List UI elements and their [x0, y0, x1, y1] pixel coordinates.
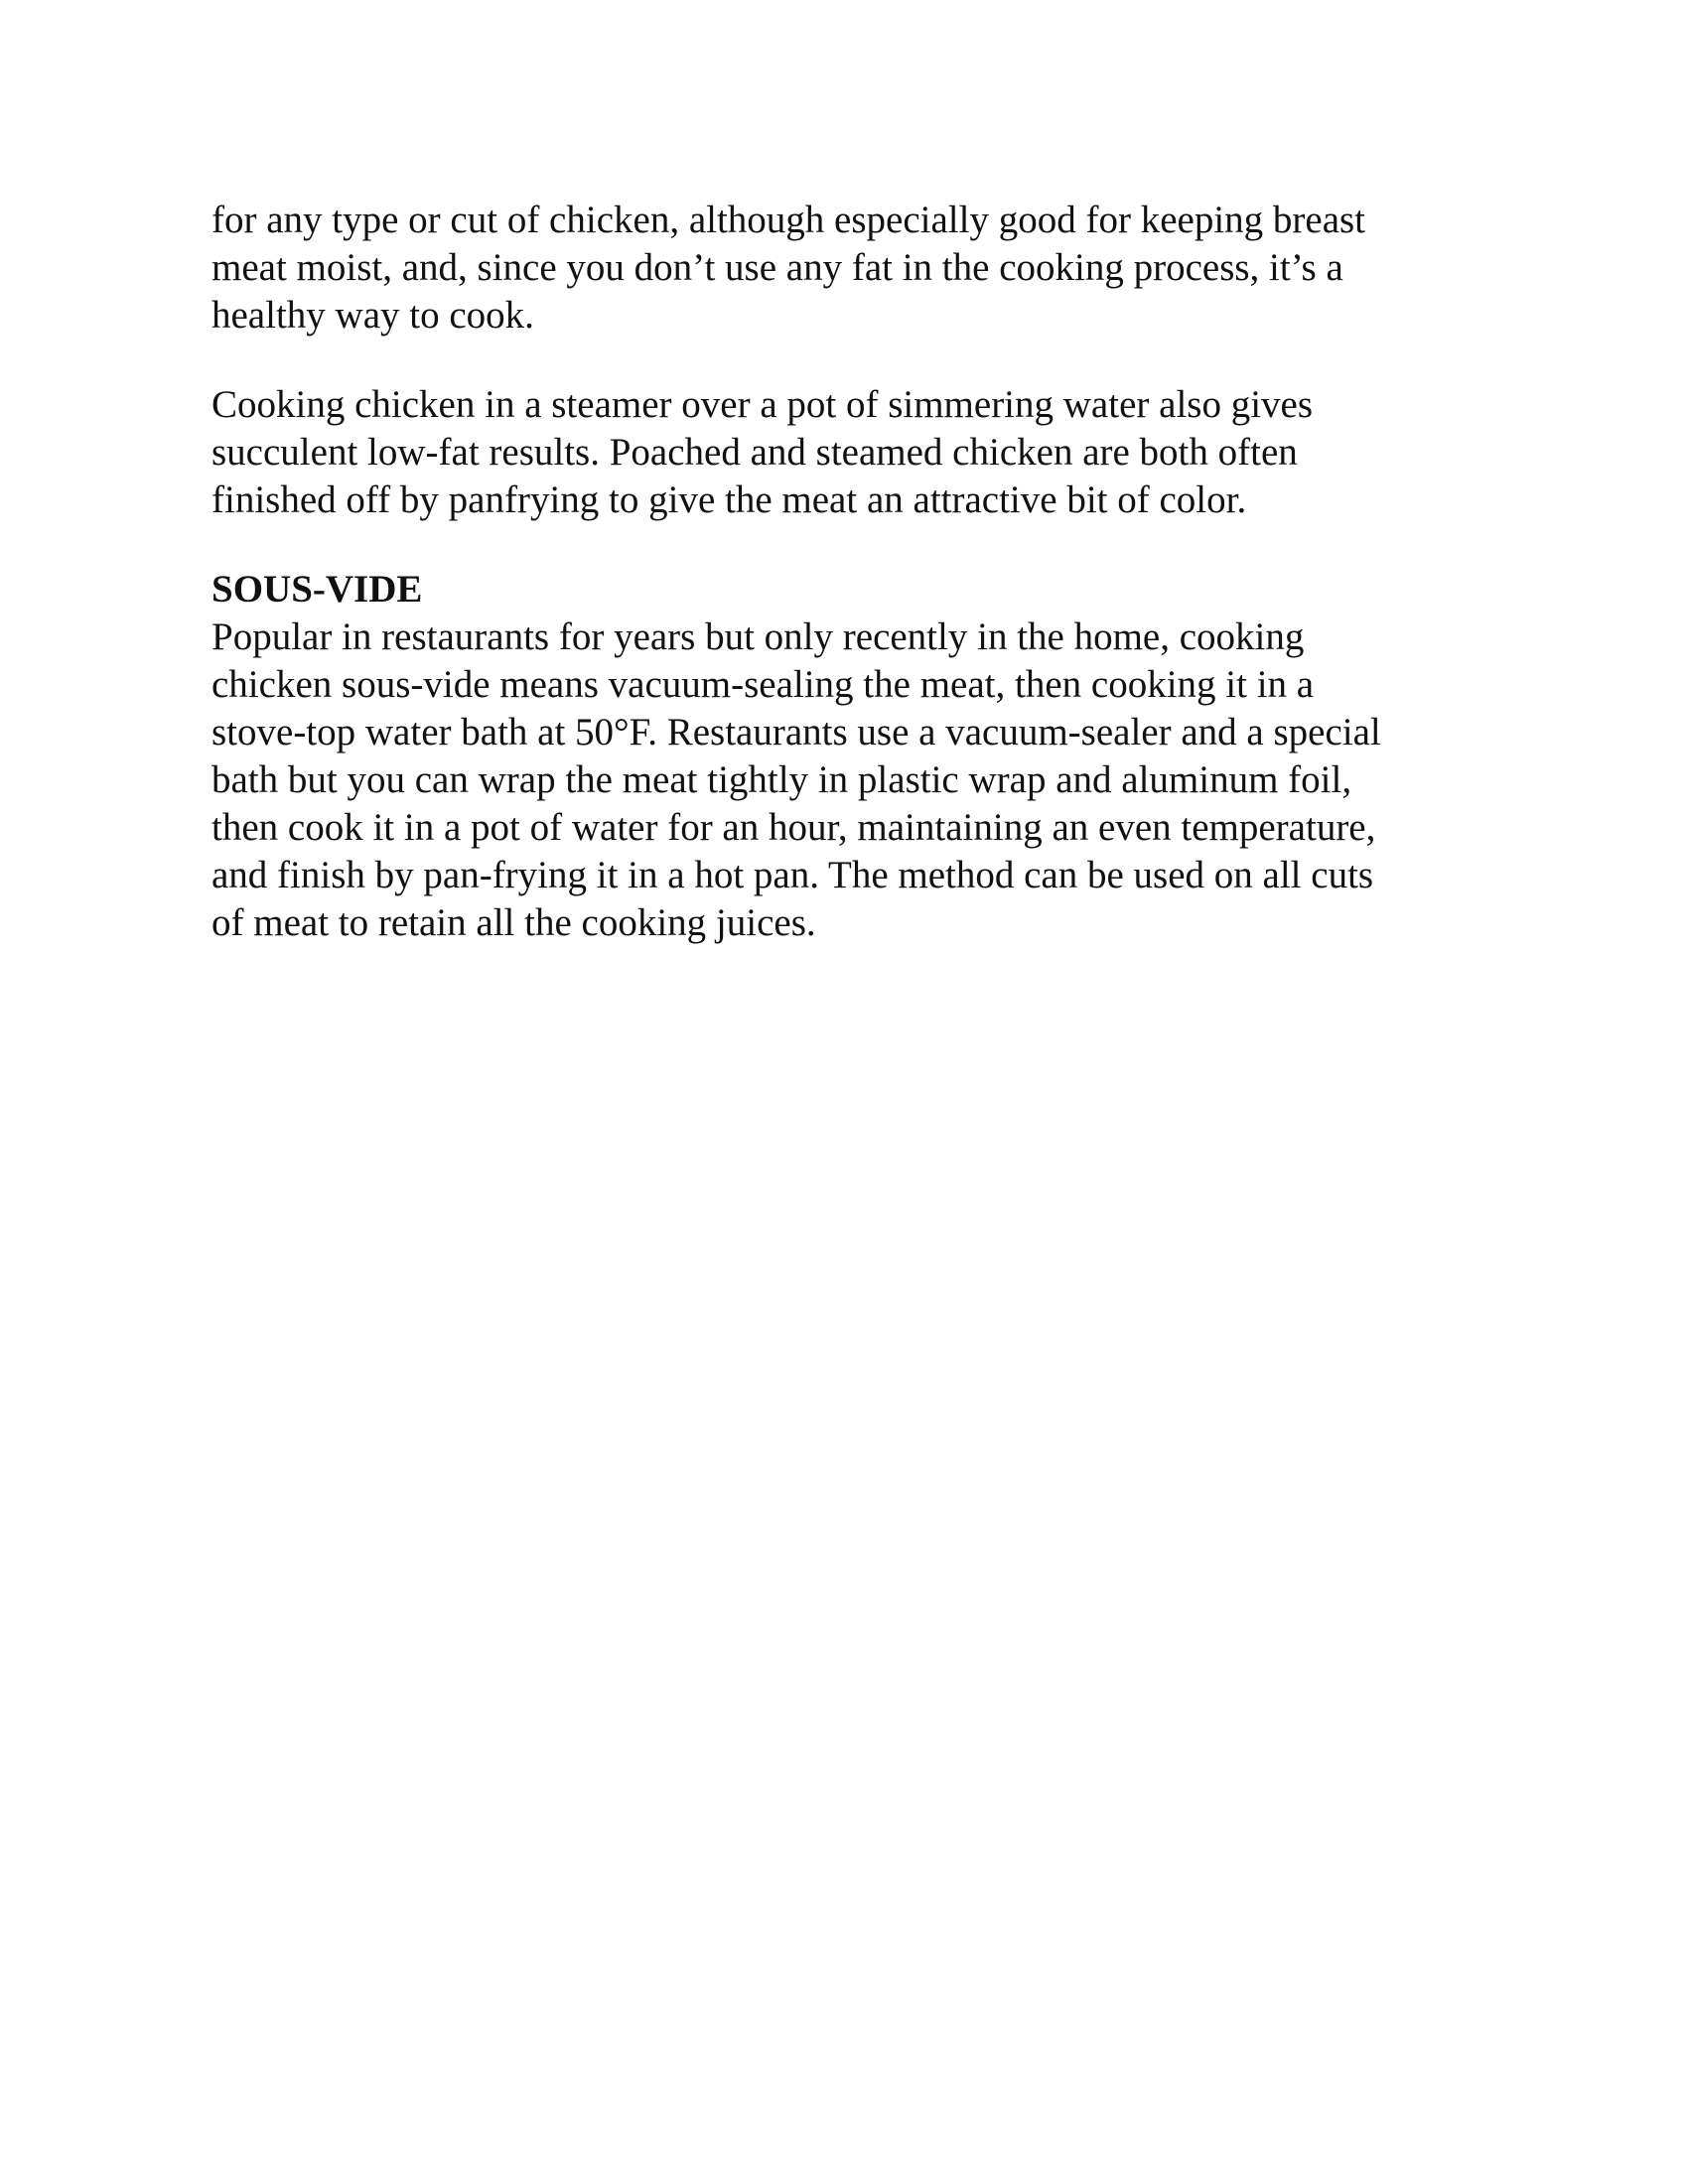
- section-heading-sous-vide: SOUS-VIDE: [211, 568, 423, 611]
- text-line: then cook it in a pot of water for an hour, maintaining an even temperature,: [211, 806, 1376, 849]
- text-line: of meat to retain all the cooking juices.: [211, 901, 816, 944]
- page-content: [211, 197, 1502, 947]
- text-line: and finish by pan-frying it in a hot pan. The method can be used on all cuts: [211, 854, 1374, 896]
- text-line: chicken sous-vide means vacuum-sealing the meat, then cooking it in a: [211, 663, 1315, 706]
- text-line: for any type or cut of chicken, although especially good for keeping breast: [211, 199, 1366, 241]
- text-line: finished off by panfrying to give the meat an attractive bit of color.: [211, 478, 1247, 521]
- text-line: healthy way to cook.: [211, 294, 534, 337]
- paragraph-poaching-continued: [211, 197, 1502, 340]
- text-line: succulent low-fat results. Poached and steamed chicken are both often: [211, 431, 1298, 474]
- text-line: Popular in restaurants for years but only recently in the home, cooking: [211, 615, 1305, 658]
- paragraph-spacer: [211, 524, 1502, 566]
- paragraph-steaming: [211, 381, 1502, 524]
- text-line: meat moist, and, since you don’t use any fat in the cooking process, it’s a: [211, 246, 1343, 289]
- paragraph-sous-vide: [211, 614, 1502, 947]
- text-line: bath but you can wrap the meat tightly in plastic wrap and aluminum foil,: [211, 758, 1352, 801]
- paragraph-spacer: [211, 340, 1502, 381]
- text-line: stove-top water bath at 50°F. Restaurants use a vacuum-sealer and a special: [211, 711, 1381, 753]
- text-line: Cooking chicken in a steamer over a pot of simmering water also gives: [211, 383, 1314, 426]
